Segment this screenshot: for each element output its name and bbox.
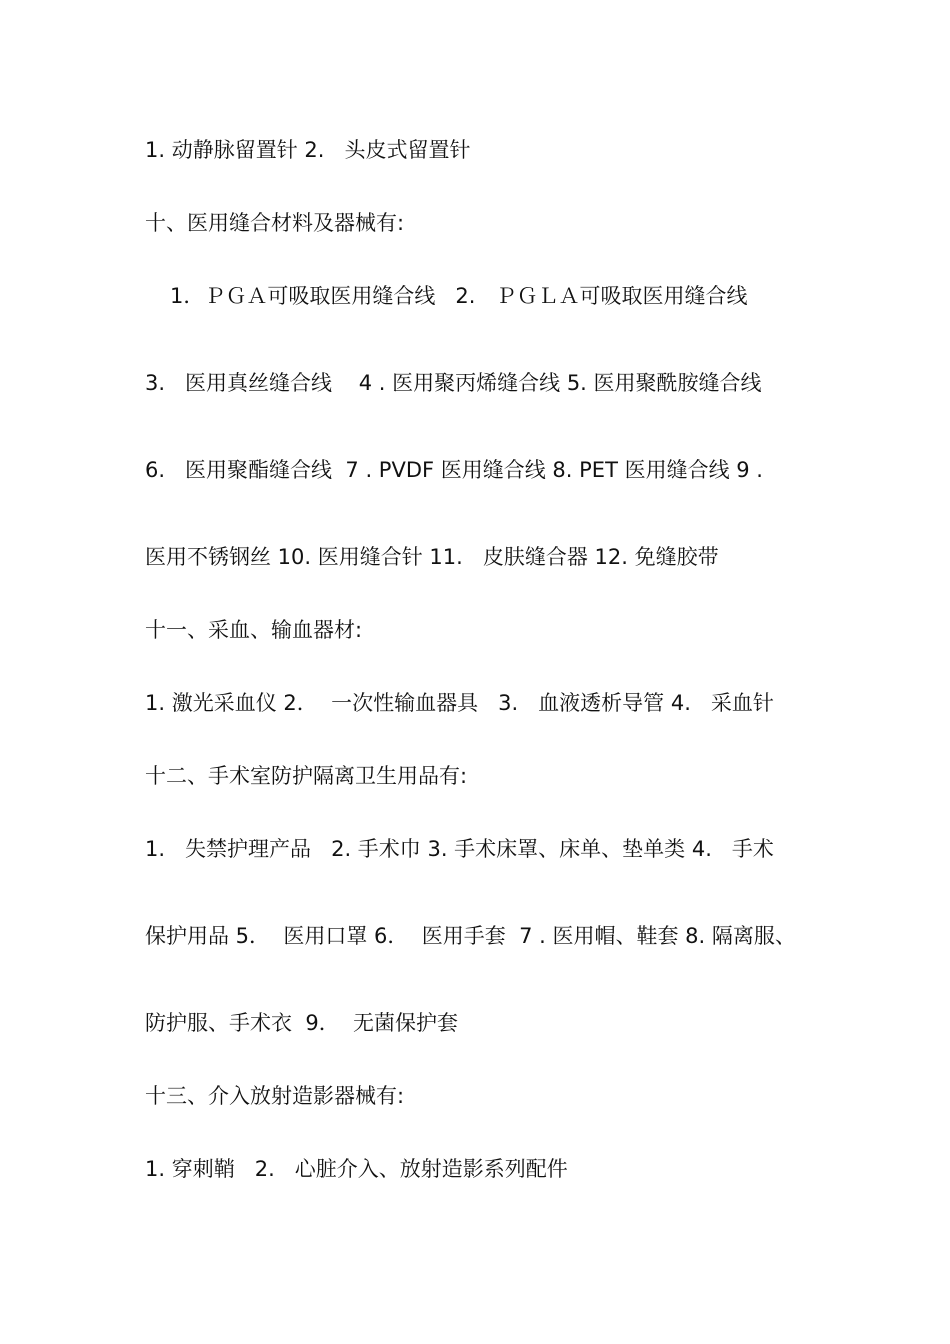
section-heading-sutures: 十、医用缝合材料及器械有: bbox=[145, 211, 405, 235]
list-item-blood: 1. 激光采血仪 2． 一次性输血器具 3. 血液透析导管 4. 采血针 bbox=[145, 691, 774, 715]
list-item-needles: 1. 动静脉留置针 2. 头皮式留置针 bbox=[145, 138, 471, 162]
list-item-sutures-4: 医用不锈钢丝 10. 医用缝合针 11. 皮肤缝合器 12. 免缝胶带 bbox=[145, 545, 719, 569]
list-item-sutures-2: 3. 医用真丝缝合线 4 . 医用聚丙烯缝合线 5. 医用聚酰胺缝合线 bbox=[145, 371, 762, 395]
section-heading-surgical-protection: 十二、手术室防护隔离卫生用品有: bbox=[145, 764, 468, 788]
list-item-sutures-3: 6. 医用聚酯缝合线 7 . PVDF 医用缝合线 8. PET 医用缝合线 9 . bbox=[145, 458, 763, 482]
list-item-protection-3: 防护服、手术衣 9． 无菌保护套 bbox=[145, 1011, 459, 1035]
section-heading-blood: 十一、采血、输血器材: bbox=[145, 618, 363, 642]
list-item-interventional: 1. 穿刺鞘 2. 心脏介入、放射造影系列配件 bbox=[145, 1157, 568, 1181]
section-heading-interventional: 十三、介入放射造影器械有: bbox=[145, 1084, 405, 1108]
list-item-sutures-1: 1．ＰＧＡ可吸取医用缝合线 2. ＰＧＬＡ可吸取医用缝合线 bbox=[170, 284, 748, 308]
list-item-protection-2: 保护用品 5． 医用口罩 6． 医用手套 7 . 医用帽、鞋套 8. 隔离服、 bbox=[145, 924, 796, 948]
list-item-protection-1: 1. 失禁护理产品 2. 手术巾 3. 手术床罩、床单、垫单类 4. 手术 bbox=[145, 837, 774, 861]
